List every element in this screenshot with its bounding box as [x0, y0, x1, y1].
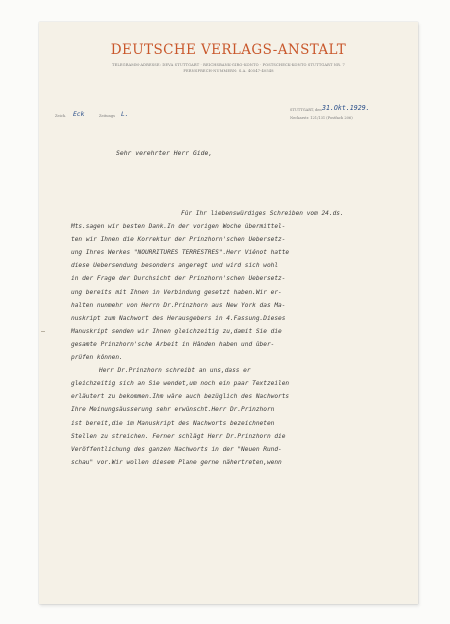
body-line: ung bereits mit Ihnen in Verbindung gesetzt haben.Wir er-: [71, 288, 282, 296]
letter-body: [71, 207, 391, 469]
body-line: ist bereit,die im Manuskript des Nachworts bezeichneten: [71, 419, 275, 427]
body-line: Stellen zu streichen. Ferner schlägt Herr Dr.Prinzhorn die: [71, 432, 286, 440]
dateline-place: STUTTGART, den: [290, 108, 322, 112]
body-line: halten nunmehr von Herrn Dr.Prinzhorn aus New York das Ma-: [71, 301, 286, 309]
letterhead-title: DEUTSCHE VERLAGS-ANSTALT: [110, 42, 347, 58]
body-line: erläutert zu bekommen.Ihm wäre auch bezüglich des Nachworts: [71, 393, 290, 401]
body-line: schau" vor.Wir wollen diesem Plane gerne nähertreten,wenn: [71, 458, 282, 466]
body-line: Herr Dr.Prinzhorn schreibt an uns,dass er: [99, 367, 251, 375]
body-line: gesamte Prinzhorn'sche Arbeit in Händen haben und über-: [71, 340, 275, 348]
salutation: Sehr verehrter Herr Gide,: [116, 149, 213, 157]
dateline-address: Neckarstr. 121/131 (Postfach 206): [290, 116, 353, 120]
body-line: in der Frage der Durchsicht der Prinzhorn'schen Uebersetz-: [71, 275, 286, 283]
body-line: gleichzeitig sich an Sie wendet,um noch ein paar Textzeilen: [71, 380, 290, 388]
body-line: nuskript zum Nachwort des Herausgebers in 4.Fassung.Dieses: [71, 314, 286, 322]
dateline-date: 31.Okt.1929.: [322, 104, 370, 112]
body-line: ung Ihres Werkes "NOURRITURES TERRESTRES".Herr Viénot hatte: [71, 249, 290, 257]
body-line: Veröffentlichung des ganzen Nachworts in der "Neuen Rund-: [71, 445, 282, 453]
letterhead-contact-line: TELEGRAMM-ADRESSE: DEVA STUTTGART · REICHSBANK-GIRO-KONTO · POSTSCHECK-KONTO STUTTGART NR. 7: [112, 63, 345, 67]
body-line: diese Uebersendung besonders angeregt und wird sich wohl: [71, 262, 279, 270]
body-line: ten wir Ihnen die Korrektur der Prinzhorn'schen Uebersetz-: [71, 236, 286, 244]
reference-label: Zeich.: [55, 114, 67, 118]
body-line: Ihre Meinungsäusserung sehr erwünscht.Herr Dr.Prinzhorn: [71, 406, 275, 414]
body-line: Mts.sagen wir besten Dank.In der vorigen Woche übermittel-: [71, 223, 286, 231]
reference-code: L.: [121, 111, 129, 118]
letterhead-phone-line: FERNSPRECH-NUMMERN: S.A. 40547-40548: [183, 69, 274, 73]
reference-mid-label: Zeitungs: [99, 114, 115, 118]
body-line: Manuskript senden wir Ihnen gleichzeitig zu,damit Sie die: [71, 327, 282, 335]
reference-initials: Eck: [73, 111, 85, 118]
body-line: Für Ihr liebenswürdiges Schreiben vom 24.ds.: [181, 210, 344, 217]
fold-mark: [41, 331, 45, 332]
body-line: prüfen können.: [71, 354, 123, 362]
